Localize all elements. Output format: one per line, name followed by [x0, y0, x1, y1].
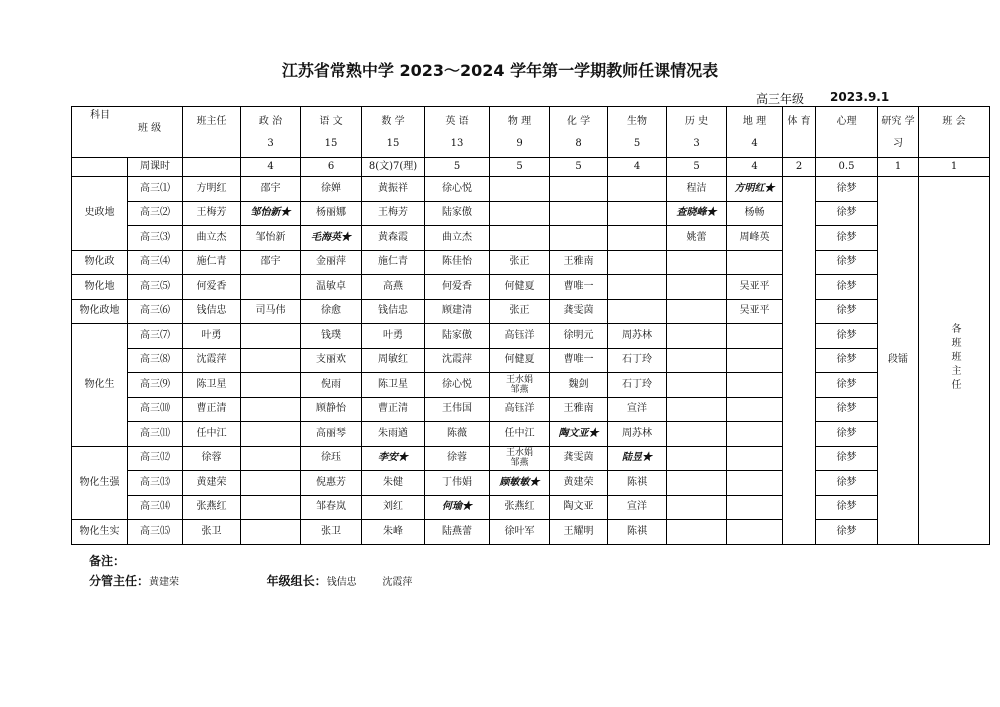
teacher-cell: 何健夏 [490, 348, 550, 373]
teacher-cell: 徐蓉 [425, 446, 490, 471]
teacher-cell [241, 324, 301, 349]
teacher-cell [241, 495, 301, 520]
teacher-cell [667, 471, 727, 496]
psychology-cell: 徐梦 [816, 373, 878, 398]
teacher-cell: 黄振祥 [362, 177, 425, 202]
teacher-cell: 曲立杰 [183, 226, 241, 251]
teacher-cell [608, 226, 667, 251]
weekly-hours-value: 2 [783, 158, 816, 177]
date-label: 2023.9.1 [830, 90, 890, 104]
class-cell: 高三⑴ [128, 177, 183, 202]
weekly-hours-label: 周课时 [128, 158, 183, 177]
teacher-cell: 徐婵 [301, 177, 362, 202]
teacher-cell [667, 422, 727, 447]
subject-name: 生物 [627, 116, 647, 127]
teacher-cell: 钱佶忠 [362, 299, 425, 324]
teacher-cell: 何爱香 [183, 275, 241, 300]
teacher-cell [608, 177, 667, 202]
teacher-cell: 顾敏敏★ [490, 471, 550, 496]
teacher-cell: 陆家傲 [425, 201, 490, 226]
teacher-cell: 吴亚平 [727, 275, 783, 300]
teacher-cell: 龚雯茵 [550, 299, 608, 324]
teacher-cell [727, 250, 783, 275]
teacher-cell: 施仁青 [362, 250, 425, 275]
teacher-cell: 温敏卓 [301, 275, 362, 300]
teacher-cell: 陆燕蕾 [425, 520, 490, 545]
teacher-cell: 倪惠芳 [301, 471, 362, 496]
teacher-cell: 陈祺 [608, 471, 667, 496]
teacher-cell: 朱峰 [362, 520, 425, 545]
group-cell: 物化政地 [72, 299, 128, 324]
teacher-cell: 何健夏 [490, 275, 550, 300]
teacher-cell: 陆家傲 [425, 324, 490, 349]
class-row [72, 422, 990, 447]
weekly-hours-value: 5 [425, 158, 490, 177]
grade-label: 高三年级 [756, 92, 805, 106]
subject-periods: 4 [751, 138, 758, 149]
subject-header [783, 107, 816, 158]
teacher-cell: 徐愈 [301, 299, 362, 324]
weekly-hours-value: 5 [550, 158, 608, 177]
class-cell: 高三⑷ [128, 250, 183, 275]
teacher-cell [667, 446, 727, 471]
teacher-cell: 周苏林 [608, 324, 667, 349]
subject-name: 英 语 [445, 116, 469, 127]
subject-name: 语 文 [319, 116, 343, 127]
teacher-cell: 曹正清 [183, 397, 241, 422]
subject-header [727, 107, 783, 158]
subject-header [362, 107, 425, 158]
teacher-cell: 张燕红 [490, 495, 550, 520]
teacher-cell [608, 275, 667, 300]
teacher-cell: 邵宇 [241, 177, 301, 202]
teacher-cell: 陈卫星 [183, 373, 241, 398]
teacher-cell [608, 201, 667, 226]
corner-subject-label: 科目 [90, 110, 110, 121]
group-cell: 物化生 [72, 324, 128, 447]
teacher-cell: 何瑜★ [425, 495, 490, 520]
class-row [72, 201, 990, 226]
teacher-cell: 徐蓉 [183, 446, 241, 471]
subject-periods: 3 [267, 138, 274, 149]
teacher-cell [667, 373, 727, 398]
class-row [72, 495, 990, 520]
teacher-cell: 方明红★ [727, 177, 783, 202]
teacher-cell: 杨畅 [727, 201, 783, 226]
teacher-cell [241, 348, 301, 373]
teacher-cell: 姚蕾 [667, 226, 727, 251]
subject-periods: 9 [516, 138, 523, 149]
teacher-cell: 钱璞 [301, 324, 362, 349]
class-cell: 高三⑺ [128, 324, 183, 349]
teacher-cell [667, 250, 727, 275]
teacher-cell: 李安★ [362, 446, 425, 471]
teacher-cell: 吴亚平 [727, 299, 783, 324]
psychology-cell: 徐梦 [816, 471, 878, 496]
teacher-cell: 陶文亚★ [550, 422, 608, 447]
subject-name: 历 史 [684, 116, 709, 127]
teacher-cell [241, 471, 301, 496]
teacher-cell: 施仁青 [183, 250, 241, 275]
teacher-cell: 何爱香 [425, 275, 490, 300]
teacher-cell: 任中江 [183, 422, 241, 447]
teacher-cell: 程洁 [667, 177, 727, 202]
teacher-cell: 王水娟 邹燕 [490, 373, 550, 398]
teacher-cell: 王伟国 [425, 397, 490, 422]
class-cell: 高三⑼ [128, 373, 183, 398]
teacher-cell: 徐心悦 [425, 373, 490, 398]
psychology-cell: 徐梦 [816, 495, 878, 520]
teacher-cell: 曲立杰 [425, 226, 490, 251]
teacher-cell: 曹正清 [362, 397, 425, 422]
teacher-cell: 高钰洋 [490, 397, 550, 422]
class-row [72, 471, 990, 496]
teacher-cell [667, 397, 727, 422]
teacher-cell: 陈卫星 [362, 373, 425, 398]
weekly-hours-value: 1 [919, 158, 990, 177]
teacher-cell [727, 397, 783, 422]
teacher-cell [727, 348, 783, 373]
subject-header [919, 107, 990, 158]
teacher-cell: 方明红 [183, 177, 241, 202]
teacher-cell: 邹怡新 [241, 226, 301, 251]
teacher-cell: 黄森霞 [362, 226, 425, 251]
subject-name: 心理 [836, 116, 857, 127]
weekly-hours-value: 5 [667, 158, 727, 177]
teacher-cell: 邹春岚 [301, 495, 362, 520]
subject-periods: 3 [693, 138, 700, 149]
subject-header [241, 107, 301, 158]
class-cell: 高三⑶ [128, 226, 183, 251]
teacher-cell: 徐心悦 [425, 177, 490, 202]
teacher-cell: 陈佳怡 [425, 250, 490, 275]
teacher-cell [550, 177, 608, 202]
class-row [72, 275, 990, 300]
teacher-cell [667, 348, 727, 373]
psychology-cell: 徐梦 [816, 422, 878, 447]
corner-class-label: 班 级 [138, 123, 162, 134]
teacher-cell: 徐珏 [301, 446, 362, 471]
pe-cell [783, 177, 816, 545]
teacher-cell: 王梅芳 [362, 201, 425, 226]
subject-name: 物 理 [507, 116, 532, 127]
teacher-cell: 周峰英 [727, 226, 783, 251]
teacher-cell: 叶勇 [362, 324, 425, 349]
subject-header [425, 107, 490, 158]
teacher-cell: 陈祺 [608, 520, 667, 545]
teacher-cell: 张正 [490, 250, 550, 275]
teacher-cell [490, 201, 550, 226]
weekly-hours-value: 4 [608, 158, 667, 177]
teacher-cell: 杨丽娜 [301, 201, 362, 226]
teacher-cell [727, 495, 783, 520]
notes-label: 备注： [89, 554, 126, 568]
weekly-hours-value: 6 [301, 158, 362, 177]
subject-periods: 8 [575, 138, 582, 149]
psychology-cell: 徐梦 [816, 520, 878, 545]
teacher-cell: 朱健 [362, 471, 425, 496]
teacher-cell: 邵宇 [241, 250, 301, 275]
teacher-cell [667, 520, 727, 545]
teacher-cell: 王雅南 [550, 250, 608, 275]
teacher-cell [241, 373, 301, 398]
class-row [72, 226, 990, 251]
teacher-cell [727, 520, 783, 545]
subject-name: 地 理 [742, 116, 767, 127]
teacher-cell: 王雅南 [550, 397, 608, 422]
subject-header [608, 107, 667, 158]
group-cell: 物化政 [72, 250, 128, 275]
teacher-cell: 顾静怡 [301, 397, 362, 422]
teacher-cell [241, 275, 301, 300]
subject-header [301, 107, 362, 158]
subject-name: 班 会 [942, 116, 966, 127]
class-meeting-cell [919, 177, 990, 545]
teacher-cell: 沈霞萍 [183, 348, 241, 373]
teacher-cell: 刘红 [362, 495, 425, 520]
class-row [72, 397, 990, 422]
subject-periods: 13 [450, 138, 464, 149]
class-row [72, 520, 990, 545]
teacher-cell: 王耀明 [550, 520, 608, 545]
subject-header [667, 107, 727, 158]
teacher-cell [490, 177, 550, 202]
subject-header [816, 107, 878, 158]
teacher-cell: 朱雨遒 [362, 422, 425, 447]
teacher-cell: 石丁玲 [608, 373, 667, 398]
teacher-cell [727, 422, 783, 447]
leader-name-1: 钱佶忠 [326, 577, 357, 588]
teacher-cell: 支丽欢 [301, 348, 362, 373]
weekly-hours-value: 4 [241, 158, 301, 177]
class-cell: 高三⑻ [128, 348, 183, 373]
teacher-cell: 叶勇 [183, 324, 241, 349]
research-cell: 段镭 [878, 177, 919, 545]
teacher-cell: 曹唯一 [550, 348, 608, 373]
class-cell: 高三⒁ [128, 495, 183, 520]
teacher-cell: 沈霞萍 [425, 348, 490, 373]
weekly-hours-value: 1 [878, 158, 919, 177]
psychology-cell: 徐梦 [816, 324, 878, 349]
weekly-hours-value: 5 [490, 158, 550, 177]
psychology-cell: 徐梦 [816, 177, 878, 202]
subject-name: 体 育 [787, 116, 811, 127]
teacher-cell [550, 201, 608, 226]
class-row [72, 446, 990, 471]
head-teacher-header: 班主任 [183, 107, 241, 158]
teacher-cell: 张燕红 [183, 495, 241, 520]
teacher-cell: 任中江 [490, 422, 550, 447]
teacher-cell [241, 520, 301, 545]
teacher-cell: 高丽琴 [301, 422, 362, 447]
teacher-cell: 顾建清 [425, 299, 490, 324]
group-cell: 物化地 [72, 275, 128, 300]
teacher-cell [241, 446, 301, 471]
teacher-cell [667, 324, 727, 349]
psychology-cell: 徐梦 [816, 226, 878, 251]
teacher-cell [608, 299, 667, 324]
class-cell: 高三⒂ [128, 520, 183, 545]
subject-periods: 15 [386, 138, 400, 149]
teacher-cell: 徐明元 [550, 324, 608, 349]
page-title: 江苏省常熟中学 2023～2024 学年第一学期教师任课情况表 [281, 61, 719, 80]
class-cell: 高三⒀ [128, 471, 183, 496]
teacher-cell: 张卫 [301, 520, 362, 545]
class-row [72, 250, 990, 275]
teacher-cell: 丁伟娟 [425, 471, 490, 496]
class-cell: 高三⑾ [128, 422, 183, 447]
teacher-cell: 钱佶忠 [183, 299, 241, 324]
supervisor-label: 分管主任： [89, 574, 150, 588]
teacher-cell: 宣洋 [608, 495, 667, 520]
subject-periods: 5 [633, 138, 641, 149]
teacher-cell: 邹怡新★ [241, 201, 301, 226]
subject-name: 政 治 [258, 116, 283, 127]
weekly-hours-blank [72, 158, 128, 177]
teacher-cell: 黄建荣 [550, 471, 608, 496]
teacher-cell: 魏剑 [550, 373, 608, 398]
teacher-cell [241, 422, 301, 447]
psychology-cell: 徐梦 [816, 299, 878, 324]
teacher-cell: 张卫 [183, 520, 241, 545]
teacher-cell [241, 397, 301, 422]
weekly-hours-value: 4 [727, 158, 783, 177]
teacher-cell [550, 226, 608, 251]
class-cell: 高三⑵ [128, 201, 183, 226]
teacher-cell [727, 373, 783, 398]
subject-name: 化 学 [566, 116, 591, 127]
class-row [72, 299, 990, 324]
group-cell: 史政地 [72, 177, 128, 251]
psychology-cell: 徐梦 [816, 275, 878, 300]
subject-header [490, 107, 550, 158]
teacher-cell [727, 446, 783, 471]
class-row [72, 373, 990, 398]
schedule-table [71, 106, 990, 545]
psychology-cell: 徐梦 [816, 250, 878, 275]
teacher-cell: 周敏红 [362, 348, 425, 373]
group-cell: 物化生强 [72, 446, 128, 520]
teacher-cell: 高钰洋 [490, 324, 550, 349]
leader-name-2: 沈霞萍 [382, 577, 413, 588]
class-cell: 高三⑿ [128, 446, 183, 471]
teacher-cell: 周苏林 [608, 422, 667, 447]
weekly-hours-value: 0.5 [816, 158, 878, 177]
subject-name: 研究 学习 [881, 116, 915, 149]
class-meeting-text: 各班班主任 [949, 323, 960, 394]
corner-cell [72, 107, 183, 158]
class-row [72, 324, 990, 349]
teacher-cell: 高燕 [362, 275, 425, 300]
teacher-cell: 龚雯茵 [550, 446, 608, 471]
class-row [72, 177, 990, 202]
teacher-cell: 金丽萍 [301, 250, 362, 275]
teacher-cell [667, 275, 727, 300]
supervisor-name: 黄建荣 [149, 577, 180, 588]
subject-header [550, 107, 608, 158]
teacher-cell [608, 250, 667, 275]
teacher-cell: 陆昱★ [608, 446, 667, 471]
teacher-cell: 石丁玲 [608, 348, 667, 373]
teacher-cell: 张正 [490, 299, 550, 324]
teacher-cell [727, 324, 783, 349]
teacher-cell: 宣洋 [608, 397, 667, 422]
teacher-cell: 黄建荣 [183, 471, 241, 496]
teacher-cell: 王水娟 邹燕 [490, 446, 550, 471]
subject-periods: 15 [324, 138, 338, 149]
teacher-cell: 王梅芳 [183, 201, 241, 226]
teacher-cell [667, 495, 727, 520]
teacher-cell: 查晓峰★ [667, 201, 727, 226]
leader-label: 年级组长： [266, 574, 327, 588]
subject-header [878, 107, 919, 158]
teacher-cell: 陈薇 [425, 422, 490, 447]
header-row [72, 107, 990, 158]
teacher-cell: 倪雨 [301, 373, 362, 398]
class-cell: 高三⑹ [128, 299, 183, 324]
teacher-cell: 曹唯一 [550, 275, 608, 300]
teacher-cell [727, 471, 783, 496]
weekly-hours-value: 8(文)7(理) [362, 158, 425, 177]
teacher-cell: 司马伟 [241, 299, 301, 324]
weekly-hours-row [72, 158, 990, 177]
teacher-cell [667, 299, 727, 324]
class-cell: 高三⑸ [128, 275, 183, 300]
psychology-cell: 徐梦 [816, 201, 878, 226]
subject-name: 数 学 [381, 116, 405, 127]
psychology-cell: 徐梦 [816, 348, 878, 373]
psychology-cell: 徐梦 [816, 397, 878, 422]
teacher-cell [490, 226, 550, 251]
class-row [72, 348, 990, 373]
weekly-hours-blank [183, 158, 241, 177]
teacher-cell: 陶文亚 [550, 495, 608, 520]
class-cell: 高三⑽ [128, 397, 183, 422]
group-cell: 物化生实 [72, 520, 128, 545]
teacher-cell: 毛海英★ [301, 226, 362, 251]
teacher-cell: 徐叶军 [490, 520, 550, 545]
psychology-cell: 徐梦 [816, 446, 878, 471]
signature-line [89, 572, 412, 589]
